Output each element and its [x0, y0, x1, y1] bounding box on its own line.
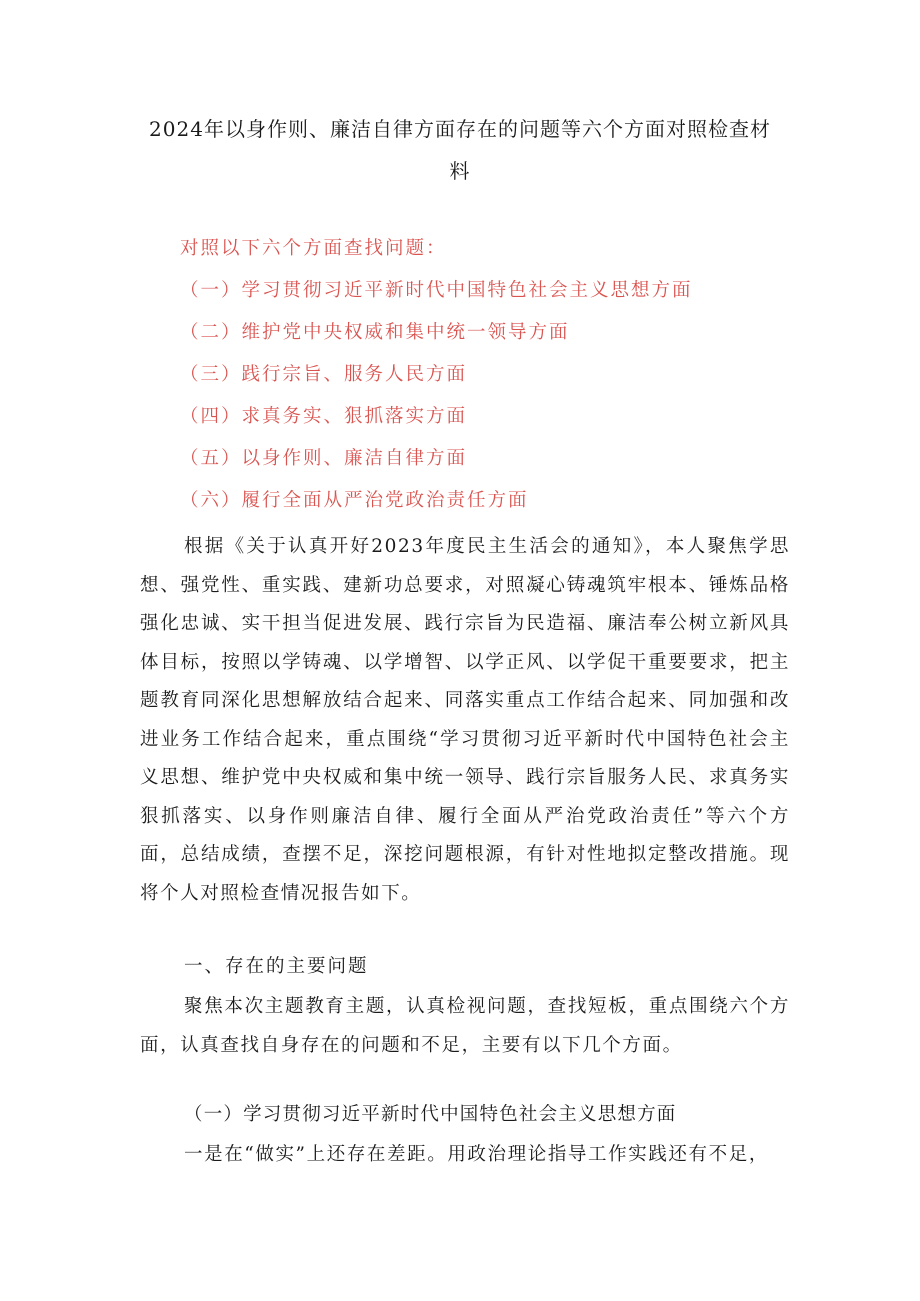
- document-title: 2024年以身作则、廉洁自律方面存在的问题等六个方面对照检查材料: [149, 117, 771, 183]
- subsection-heading: （一）学习贯彻习近平新时代中国特色社会主义思想方面: [184, 1104, 677, 1125]
- section-paragraph: 聚焦本次主题教育主题，认真检视问题，查找短板，重点围绕六个方面，认真查找自身存在的问题和不足，主要有以下几个方面。: [140, 996, 790, 1056]
- aspects-heading: 对照以下六个方面查找问题：: [180, 238, 447, 259]
- section-heading: 一、存在的主要问题: [184, 956, 369, 977]
- aspect-item-3: （三）践行宗旨、服务人民方面: [180, 364, 468, 385]
- aspect-item-2: （二）维护党中央权威和集中统一领导方面: [180, 322, 570, 343]
- aspect-item-5: （五）以身作则、廉洁自律方面: [180, 448, 468, 469]
- intro-paragraph: 根据《关于认真开好2023年度民主生活会的通知》，本人聚焦学思想、强党性、重实践、建新功总要求，对照凝心铸魂筑牢根本、锤炼品格强化忠诚、实干担当促进发展、践行宗旨为民造福、廉洁奉公树立新风具体目标，按照以学铸魂、以学增智、以学正风、以学促干重要要求，把主题教育同深化思想解放结合起来、同落实重点工作结合起来、同加强和改进业务工作结合起来，重点围绕“学习贯彻习近平新时代中国特色社会主义思想、维护党中央权威和集中统一领导、践行宗旨服务人民、求真务实狠抓落实、以身作则廉洁自律、履行全面从严治党政治责任”等六个方面，总结成绩，查摆不足，深挖问题根源，有针对性地拟定整改措施。现将个人对照检查情况报告如下。: [140, 536, 790, 904]
- aspects-list: [140, 228, 790, 522]
- aspect-item-4: （四）求真务实、狠抓落实方面: [180, 406, 468, 427]
- aspect-item-1: （一）学习贯彻习近平新时代中国特色社会主义思想方面: [180, 280, 693, 301]
- subsection-paragraph: 一是在“做实”上还存在差距。用政治理论指导工作实践还有不足，: [184, 1144, 769, 1165]
- aspect-item-6: （六）履行全面从严治党政治责任方面: [180, 490, 529, 511]
